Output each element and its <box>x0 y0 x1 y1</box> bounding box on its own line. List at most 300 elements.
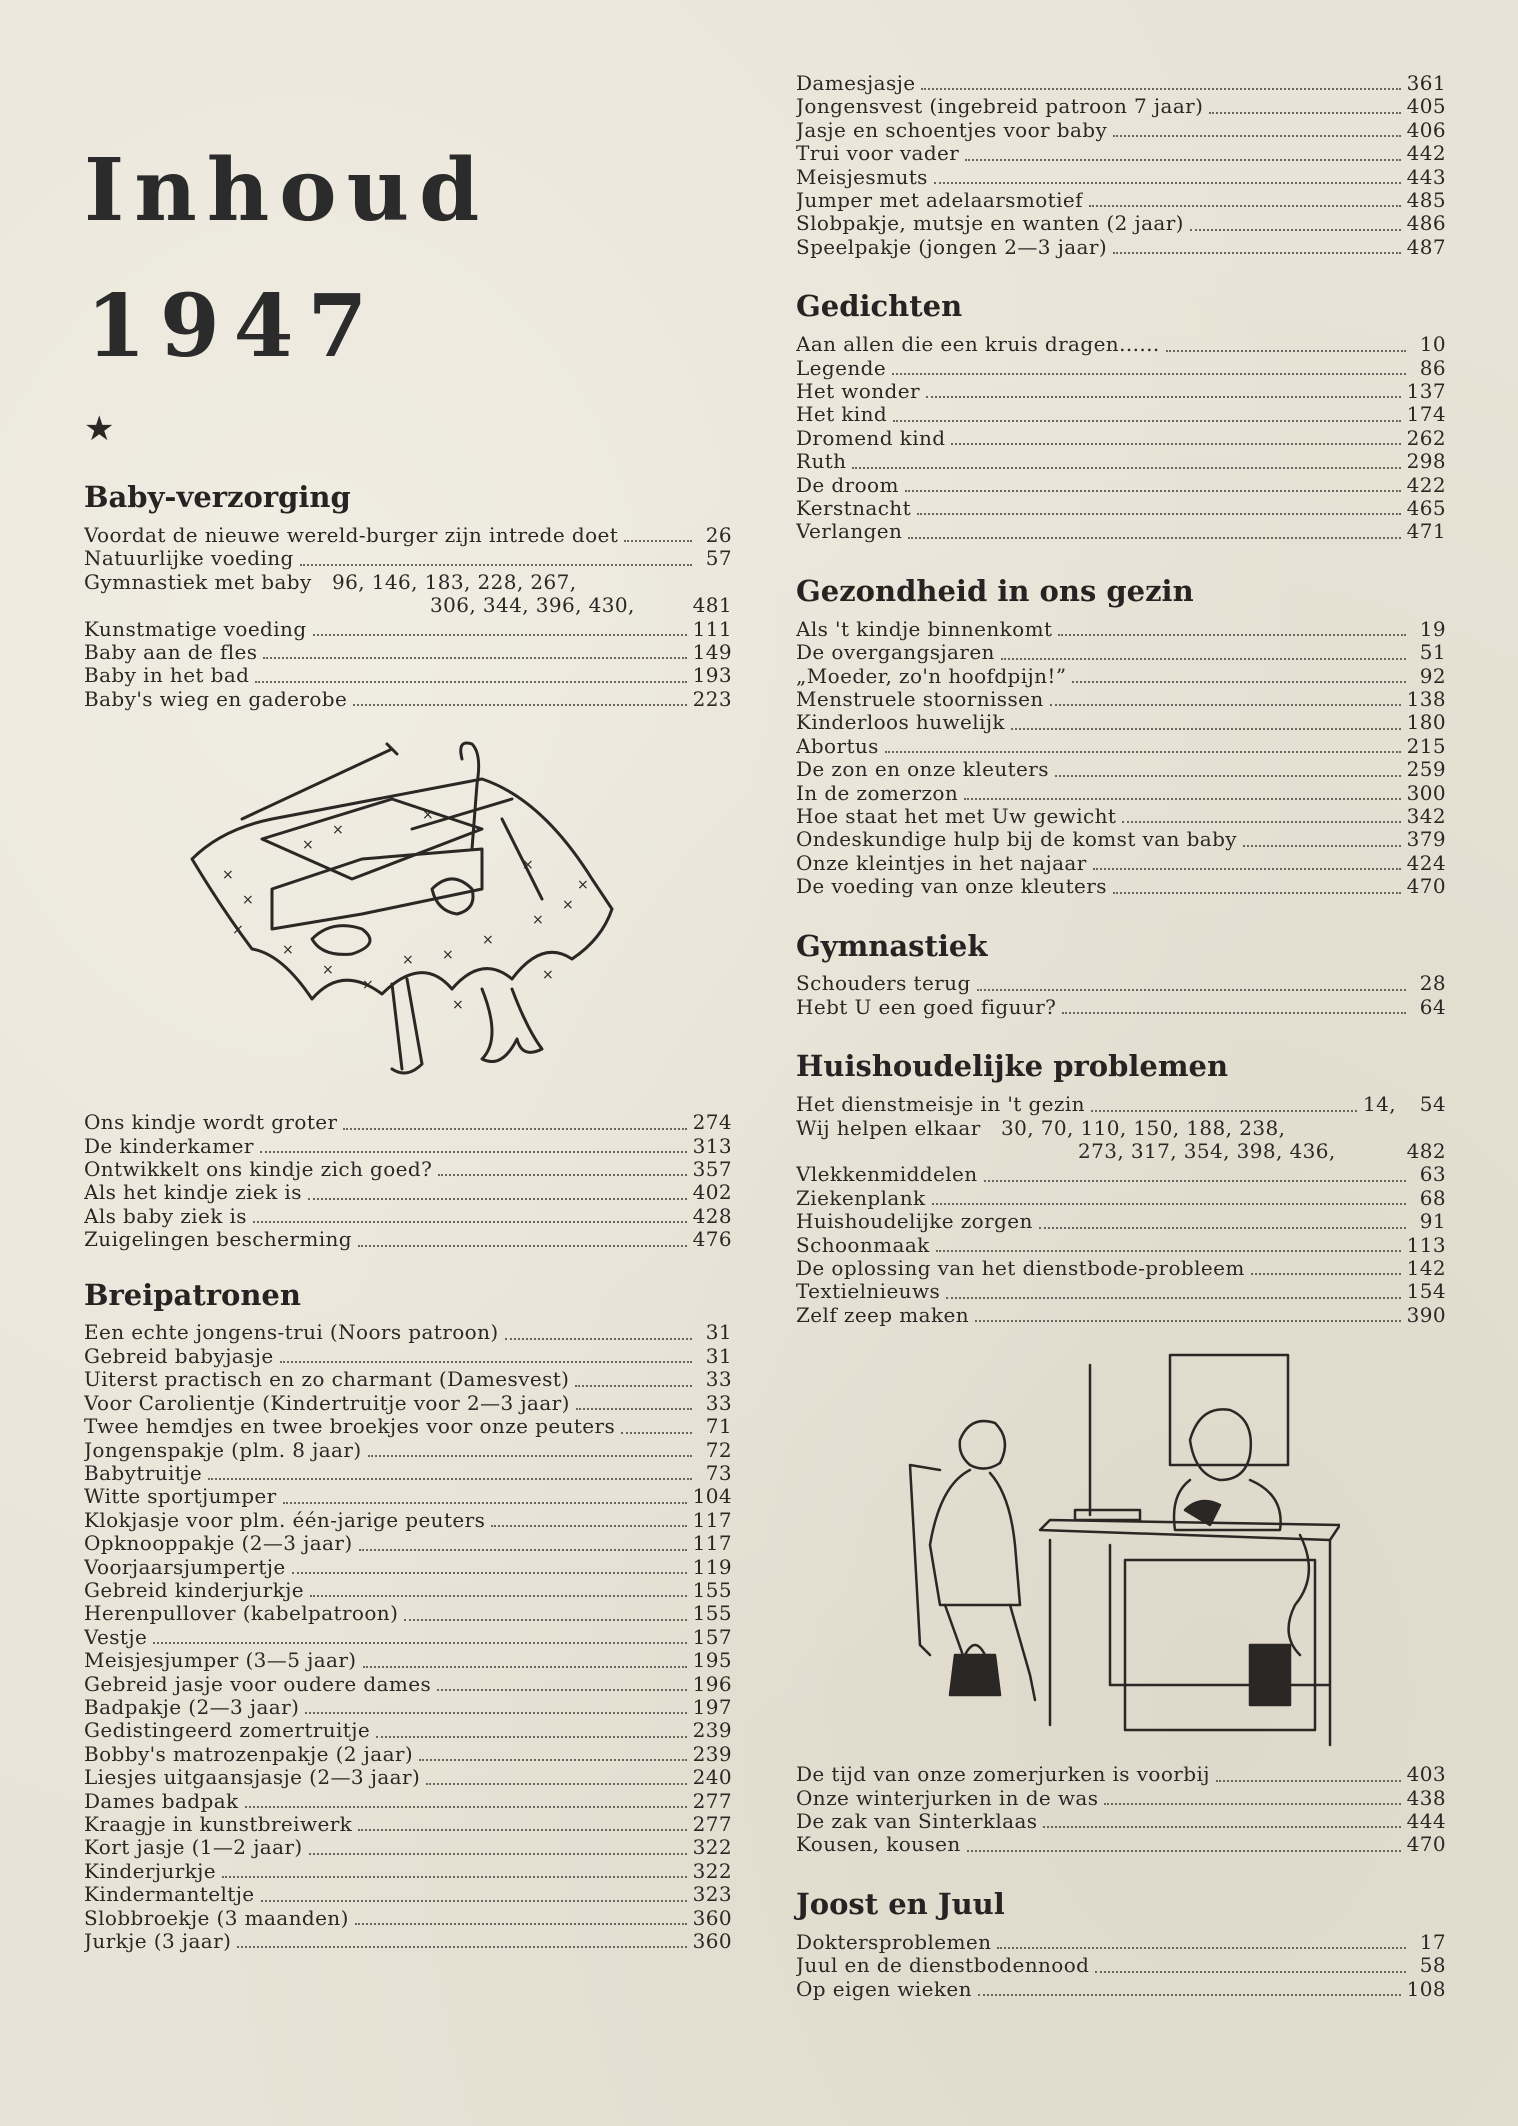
toc-list-gedichten <box>796 333 1446 544</box>
toc-entry-jurkje-3-jaar[interactable] <box>84 1930 732 1953</box>
toc-page-number: 138 <box>1406 686 1446 711</box>
section-title-breipatronen: Breipatronen <box>84 1277 301 1312</box>
volume-year: 1947 <box>86 276 382 377</box>
leader-dots <box>1113 135 1400 137</box>
leader-dots <box>852 467 1400 469</box>
toc-list-huishoud-after <box>796 1763 1446 1857</box>
toc-list-breipatronen-continued <box>796 72 1446 259</box>
svg-text:×: × <box>452 997 464 1014</box>
toc-entry-de-zon-en-onze-kleuters[interactable] <box>796 758 1446 781</box>
toc-entry-title: Slobbroekje (3 maanden) <box>84 1906 349 1930</box>
leader-dots <box>305 1712 686 1714</box>
toc-page-number: 485 <box>1406 188 1446 213</box>
toc-entry-herenpullover-kabelpatroon[interactable] <box>84 1602 732 1625</box>
toc-page-number: 360 <box>692 1929 732 1954</box>
toc-entry-title: Baby in het bad <box>84 664 250 688</box>
toc-page-number: 487 <box>1406 234 1446 259</box>
toc-entry-title: Gebreid jasje voor oudere dames <box>84 1672 432 1696</box>
toc-entry-baby-aan-de-fles[interactable] <box>84 641 732 664</box>
toc-entry-onze-winterjurken-in-de-was[interactable] <box>796 1787 1446 1810</box>
toc-page-number: 259 <box>1406 757 1446 782</box>
toc-entry-title: Het wonder <box>796 379 920 403</box>
svg-text:×: × <box>362 977 374 994</box>
toc-entry-title: Vestje <box>84 1625 148 1649</box>
toc-page-number: 71 <box>705 1414 732 1439</box>
toc-entry-speelpakje-jongen-2-3-jaar[interactable] <box>796 236 1446 259</box>
toc-page-number: 300 <box>1406 780 1446 805</box>
toc-entry-in-de-zomerzon[interactable] <box>796 782 1446 805</box>
toc-page-number: 298 <box>1406 449 1446 474</box>
leader-dots <box>917 513 1401 515</box>
toc-entry-schoonmaak[interactable] <box>796 1234 1446 1257</box>
toc-entry-uiterst-practisch-en-zo-charmant-damesve[interactable] <box>84 1368 732 1391</box>
toc-entry-title: Ruth <box>796 450 847 474</box>
toc-entry-voordat-de-nieuwe-wereld-burger-zijn-int[interactable] <box>84 524 732 547</box>
toc-entry-title: Ontwikkelt ons kindje zich goed? <box>84 1157 433 1181</box>
svg-text:×: × <box>422 807 434 824</box>
toc-page-number: 424 <box>1406 850 1446 875</box>
toc-page-number: 438 <box>1406 1785 1446 1810</box>
leader-dots <box>1011 728 1401 730</box>
leader-dots <box>208 1478 692 1480</box>
leader-dots <box>368 1455 692 1457</box>
toc-entry-title: De tijd van onze zomerjurken is voorbij <box>796 1763 1210 1787</box>
toc-entry-title: Baby's wieg en gaderobe <box>84 687 348 711</box>
svg-text:×: × <box>542 967 554 984</box>
toc-page-number: 471 <box>1406 519 1446 544</box>
leader-dots <box>260 1151 687 1153</box>
toc-page-number: 92 <box>1419 663 1446 688</box>
toc-entry-title: Bobby's matrozenpakje (2 jaar) <box>84 1742 414 1766</box>
toc-entry-title: Uiterst practisch en zo charmant (Damesvest) <box>84 1368 570 1392</box>
office-interview-illustration <box>900 1345 1340 1755</box>
toc-page-number: 443 <box>1406 164 1446 189</box>
toc-entry-title: Kindermanteltje <box>84 1883 255 1907</box>
leader-dots <box>343 1128 686 1130</box>
toc-entry-vestje[interactable] <box>84 1626 732 1649</box>
section-title-joost-en-juul: Joost en Juul <box>796 1886 1005 1921</box>
leader-dots <box>292 1572 687 1574</box>
toc-entry-kousen-kousen[interactable] <box>796 1833 1446 1856</box>
leader-dots <box>237 1946 686 1948</box>
toc-entry-twee-hemdjes-en-twee-broekjes-voor-onze-[interactable] <box>84 1415 732 1438</box>
toc-entry-de-droom[interactable] <box>796 474 1446 497</box>
toc-page-number: 113 <box>1406 1232 1446 1257</box>
toc-entry-title: Natuurlijke voeding <box>84 547 294 571</box>
toc-page-number: 57 <box>705 546 732 571</box>
toc-entry-title: „Moeder, zo'n hoofdpijn!” <box>796 664 1067 688</box>
toc-page-number: 108 <box>1406 1976 1446 2001</box>
leader-dots <box>975 1320 1401 1322</box>
toc-entry-wij-helpen-elkaar[interactable] <box>796 1117 1446 1164</box>
toc-entry-title: Voordat de nieuwe wereld-burger zijn intrede doet <box>84 523 619 547</box>
toc-entry-title: Kunstmatige voeding <box>84 617 307 641</box>
toc-entry-ziekenplank[interactable] <box>796 1187 1446 1210</box>
toc-page-number: 195 <box>692 1648 732 1673</box>
toc-entry-title: Slobpakje, mutsje en wanten (2 jaar) <box>796 212 1184 236</box>
svg-text:×: × <box>402 952 414 969</box>
toc-entry-trui-voor-vader[interactable] <box>796 142 1446 165</box>
toc-entry-title: Schoonmaak <box>796 1233 930 1257</box>
leader-dots <box>1058 634 1406 636</box>
toc-page-number: 174 <box>1406 402 1446 427</box>
toc-entry-ondeskundige-hulp-bij-de-komst-van-baby[interactable] <box>796 828 1446 851</box>
leader-dots <box>1062 1012 1406 1014</box>
svg-text:×: × <box>332 822 344 839</box>
toc-page-number: 58 <box>1419 1953 1446 1978</box>
toc-entry-kunstmatige-voeding[interactable] <box>84 618 732 641</box>
toc-entry-title: Kinderloos huwelijk <box>796 711 1005 735</box>
svg-text:×: × <box>442 947 454 964</box>
toc-entry-title: Babytruitje <box>84 1461 203 1485</box>
toc-entry-title: Meisjesmuts <box>796 165 928 189</box>
toc-page-number: 155 <box>692 1601 732 1626</box>
leader-dots <box>905 490 1401 492</box>
leader-dots <box>310 1595 687 1597</box>
toc-page-number: 193 <box>692 663 732 688</box>
toc-list-breipatronen <box>84 1321 732 1953</box>
leader-dots <box>1072 681 1406 683</box>
toc-entry-voorjaarsjumpertje[interactable] <box>84 1556 732 1579</box>
leader-dots <box>1055 775 1401 777</box>
toc-page-number: 360 <box>692 1905 732 1930</box>
leader-dots <box>1104 1803 1400 1805</box>
leader-dots <box>313 634 687 636</box>
toc-list-huishoud <box>796 1163 1446 1327</box>
toc-entry-kort-jasje-1-2-jaar[interactable] <box>84 1836 732 1859</box>
toc-page-number: 486 <box>1406 211 1446 236</box>
toc-page-number: 104 <box>692 1484 732 1509</box>
toc-entry-dromend-kind[interactable] <box>796 427 1446 450</box>
toc-entry-bobby-s-matrozenpakje-2-jaar[interactable] <box>84 1743 732 1766</box>
toc-page-number: 26 <box>705 522 732 547</box>
toc-entry-het-wonder[interactable] <box>796 380 1446 403</box>
leader-dots <box>438 1174 686 1176</box>
toc-page-number: 476 <box>692 1227 732 1252</box>
toc-page-number: 470 <box>1406 1832 1446 1857</box>
toc-page-number: 10 <box>1419 332 1446 357</box>
leader-dots <box>1190 229 1401 231</box>
leader-dots <box>359 1549 687 1551</box>
toc-page-number: 19 <box>1419 616 1446 641</box>
toc-entry-title: Jumper met adelaarsmotief <box>796 189 1083 213</box>
toc-entry-title: De droom <box>796 473 899 497</box>
toc-page-number: 91 <box>1419 1209 1446 1234</box>
toc-entry-damesjasje[interactable] <box>796 72 1446 95</box>
leader-dots <box>222 1876 687 1878</box>
toc-entry-title: Legende <box>796 356 887 380</box>
toc-entry-de-oplossing-van-het-dienstbode-probleem[interactable] <box>796 1257 1446 1280</box>
toc-entry-meisjesmuts[interactable] <box>796 166 1446 189</box>
toc-page-number: 379 <box>1406 827 1446 852</box>
toc-entry-witte-sportjumper[interactable] <box>84 1485 732 1508</box>
toc-page-number: 223 <box>692 686 732 711</box>
crib-illustration <box>182 739 632 1099</box>
toc-entry-meisjesjumper-3-5-jaar[interactable] <box>84 1649 732 1672</box>
toc-entry-kinderjurkje[interactable] <box>84 1860 732 1883</box>
toc-page-number: 444 <box>1406 1809 1446 1834</box>
toc-entry-dames-badpak[interactable] <box>84 1790 732 1813</box>
toc-page-number: 277 <box>692 1812 732 1836</box>
toc-entry-title: Liesjes uitgaansjasje (2—3 jaar) <box>84 1766 421 1790</box>
toc-entry-textielnieuws[interactable] <box>796 1280 1446 1303</box>
svg-text:×: × <box>522 857 534 874</box>
toc-entry-ruth[interactable] <box>796 450 1446 473</box>
toc-entry-title: Onze kleintjes in het najaar <box>796 851 1087 875</box>
toc-entry-title: Juul en de dienstbodennood <box>796 1954 1090 1978</box>
toc-entry-title: Baby aan de fles <box>84 640 258 664</box>
toc-entry-hoe-staat-het-met-uw-gewicht[interactable] <box>796 805 1446 828</box>
toc-entry-legende[interactable] <box>796 357 1446 380</box>
toc-entry-title: Meisjesjumper (3—5 jaar) <box>84 1649 357 1673</box>
toc-entry-title: Aan allen die een kruis dragen...... <box>796 333 1160 357</box>
toc-page-number: 68 <box>1419 1185 1446 1210</box>
toc-entry-de-kinderkamer[interactable] <box>84 1135 732 1158</box>
toc-entry-title: Dromend kind <box>796 426 946 450</box>
leader-dots <box>1089 205 1401 207</box>
star-ornament-icon: ★ <box>84 409 115 449</box>
leader-dots <box>984 1180 1406 1182</box>
page-title: Inhoud <box>84 140 490 241</box>
toc-entry-aan-allen-die-een-kruis-dragen[interactable] <box>796 333 1446 356</box>
toc-entry-ons-kindje-wordt-groter[interactable] <box>84 1111 732 1134</box>
toc-entry-title: Gedistingeerd zomertruitje <box>84 1719 371 1743</box>
toc-page-number: 406 <box>1406 117 1446 142</box>
toc-entry-title: Hoe staat het met Uw gewicht <box>796 804 1117 828</box>
toc-page-number: 239 <box>692 1741 732 1766</box>
toc-entry-slobbroekje-3-maanden[interactable] <box>84 1907 732 1930</box>
leader-dots <box>363 1666 687 1668</box>
toc-page-number: 111 <box>692 616 732 641</box>
toc-entry-title: De zak van Sinterklaas <box>796 1810 1038 1834</box>
leader-dots <box>419 1759 687 1761</box>
toc-entry-menstruele-stoornissen[interactable] <box>796 688 1446 711</box>
svg-text:×: × <box>222 867 234 884</box>
toc-entry-opknooppakje-2-3-jaar[interactable] <box>84 1532 732 1555</box>
toc-entry-de-zak-van-sinterklaas[interactable] <box>796 1810 1446 1833</box>
svg-text:×: × <box>242 892 254 909</box>
leader-dots <box>1113 252 1401 254</box>
toc-entry-ontwikkelt-ons-kindje-zich-goed[interactable] <box>84 1158 732 1181</box>
toc-entry-title: Gebreid kinderjurkje <box>84 1578 304 1602</box>
toc-entry-juul-en-de-dienstbodennood[interactable] <box>796 1954 1446 1977</box>
svg-text:×: × <box>562 897 574 914</box>
leader-dots <box>934 182 1401 184</box>
section-title-gezondheid: Gezondheid in ons gezin <box>796 573 1194 608</box>
toc-entry-als-het-kindje-ziek-is[interactable] <box>84 1181 732 1204</box>
leader-dots <box>965 159 1400 161</box>
toc-entry-title: Een echte jongens-trui (Noors patroon) <box>84 1321 499 1345</box>
leader-dots <box>1251 1273 1401 1275</box>
toc-entry-title: Witte sportjumper <box>84 1485 277 1509</box>
toc-entry-liesjes-uitgaansjasje-2-3-jaar[interactable] <box>84 1766 732 1789</box>
toc-entry-gedistingeerd-zomertruitje[interactable] <box>84 1719 732 1742</box>
toc-entry-title: Voorjaarsjumpertje <box>84 1555 286 1579</box>
leader-dots <box>575 1385 692 1387</box>
toc-entry-title: Kerstnacht <box>796 496 912 520</box>
toc-entry-zuigelingen-bescherming[interactable] <box>84 1228 732 1251</box>
leader-dots <box>932 1203 1407 1205</box>
leader-dots <box>355 1923 687 1925</box>
toc-page-number: 403 <box>1406 1762 1446 1787</box>
leader-dots <box>309 1853 687 1855</box>
toc-page-number: 239 <box>692 1718 732 1743</box>
toc-entry-jongenspakje-plm-8-jaar[interactable] <box>84 1439 732 1462</box>
toc-entry-title: Op eigen wieken <box>796 1977 972 2001</box>
toc-entry-title: Vlekkenmiddelen <box>796 1163 978 1187</box>
leader-dots <box>358 1829 686 1831</box>
toc-entry-klokjasje-voor-plm-een-jarige-peuters[interactable] <box>84 1509 732 1532</box>
toc-entry-title: Hebt U een goed figuur? <box>796 995 1057 1019</box>
toc-entry-een-echte-jongens-trui-noors-patroon[interactable] <box>84 1321 732 1344</box>
right-column <box>796 72 1446 2001</box>
leader-dots <box>426 1783 686 1785</box>
toc-page-number: 196 <box>692 1671 732 1696</box>
toc-entry-dienstmeisje[interactable] <box>796 1093 1446 1116</box>
toc-page-number: 154 <box>1406 1279 1446 1304</box>
toc-page-number: 137 <box>1406 378 1446 403</box>
toc-entry-hebt-u-een-goed-figuur[interactable] <box>796 996 1446 1019</box>
leader-dots <box>977 989 1406 991</box>
toc-entry-gebreid-kinderjurkje[interactable] <box>84 1579 732 1602</box>
toc-entry-title: Trui voor vader <box>796 142 960 166</box>
toc-page-number: 277 <box>692 1788 732 1813</box>
toc-list-baby-b <box>84 618 732 712</box>
leader-dots <box>245 1806 687 1808</box>
toc-entry-de-voeding-van-onze-kleuters[interactable] <box>796 875 1446 898</box>
toc-entry-gebreid-babyjasje[interactable] <box>84 1345 732 1368</box>
leader-dots <box>1050 704 1401 706</box>
toc-entry-onze-kleintjes-in-het-najaar[interactable] <box>796 852 1446 875</box>
toc-entry-als-baby-ziek-is[interactable] <box>84 1205 732 1228</box>
toc-entry-title: Textielnieuws <box>796 1280 941 1304</box>
leader-dots <box>951 443 1400 445</box>
toc-entry-baby-in-het-bad[interactable] <box>84 664 732 687</box>
leader-dots <box>946 1297 1400 1299</box>
toc-page-number: 197 <box>692 1694 732 1719</box>
toc-entry-title: Kinderjurkje <box>84 1859 217 1883</box>
toc-entry-de-overgangsjaren[interactable] <box>796 641 1446 664</box>
section-title-huishoudelijke-problemen: Huishoudelijke problemen <box>796 1049 1229 1084</box>
toc-entry-title: Kousen, kousen <box>796 1833 961 1857</box>
toc-entry-jongensvest-ingebreid-patroon-7-jaar[interactable] <box>796 95 1446 118</box>
toc-entry-kinderloos-huwelijk[interactable] <box>796 711 1446 734</box>
leader-dots <box>926 396 1401 398</box>
toc-entry-title: Verlangen <box>796 520 903 544</box>
toc-entry-gymnastiek-met-baby[interactable] <box>84 571 732 618</box>
toc-page-number: 215 <box>1406 733 1446 758</box>
toc-entry-vlekkenmiddelen[interactable] <box>796 1163 1446 1186</box>
toc-entry-gebreid-jasje-voor-oudere-dames[interactable] <box>84 1673 732 1696</box>
toc-page-number: 442 <box>1406 141 1446 166</box>
toc-page-number: 64 <box>1419 994 1446 1019</box>
toc-entry-kerstnacht[interactable] <box>796 497 1446 520</box>
toc-entry-title: Voor Carolientje (Kindertruitje voor 2—3 jaar) <box>84 1391 570 1415</box>
toc-page-number: 323 <box>692 1882 732 1907</box>
toc-entry-zelf-zeep-maken[interactable] <box>796 1304 1446 1327</box>
toc-list-baby-c <box>84 1111 732 1251</box>
leader-dots <box>1091 1110 1357 1112</box>
leader-dots <box>263 657 686 659</box>
toc-page-number: 262 <box>1406 425 1446 450</box>
toc-entry-moeder-zo-n-hoofdpijn[interactable] <box>796 665 1446 688</box>
leader-dots <box>964 798 1400 800</box>
toc-page-number: 28 <box>1419 971 1446 996</box>
leader-dots <box>978 1994 1401 1996</box>
toc-entry-jasje-en-schoentjes-voor-baby[interactable] <box>796 119 1446 142</box>
toc-entry-als-t-kindje-binnenkomt[interactable] <box>796 618 1446 641</box>
leader-dots <box>153 1642 686 1644</box>
toc-entry-title: Gymnastiek met baby <box>84 569 312 594</box>
toc-entry-kraagje-in-kunstbreiwerk[interactable] <box>84 1813 732 1836</box>
leader-dots <box>997 1947 1406 1949</box>
toc-page-number: 86 <box>1419 355 1446 380</box>
toc-page-number: 119 <box>692 1554 732 1579</box>
toc-entry-huishoudelijke-zorgen[interactable] <box>796 1210 1446 1233</box>
leader-dots <box>404 1619 686 1621</box>
toc-entry-title: Zuigelingen bescherming <box>84 1228 352 1252</box>
toc-entry-het-kind[interactable] <box>796 403 1446 426</box>
toc-entry-kindermanteltje[interactable] <box>84 1883 732 1906</box>
leader-dots <box>967 1850 1401 1852</box>
toc-page-number: 240 <box>692 1765 732 1790</box>
toc-entry-natuurlijke-voeding[interactable] <box>84 547 732 570</box>
leader-dots <box>437 1689 686 1691</box>
leader-dots <box>885 751 1401 753</box>
leader-dots <box>1095 1971 1406 1973</box>
toc-page-number: 322 <box>692 1835 732 1860</box>
toc-entry-op-eigen-wieken[interactable] <box>796 1978 1446 2001</box>
svg-text:×: × <box>322 962 334 979</box>
toc-entry-baby-s-wieg-en-gaderobe[interactable] <box>84 688 732 711</box>
toc-entry-badpakje-2-3-jaar[interactable] <box>84 1696 732 1719</box>
leader-dots <box>491 1525 686 1527</box>
toc-entry-slobpakje-mutsje-en-wanten-2-jaar[interactable] <box>796 212 1446 235</box>
toc-page-number: 482 <box>1406 1138 1446 1163</box>
toc-entry-babytruitje[interactable] <box>84 1462 732 1485</box>
left-column <box>84 60 732 1953</box>
toc-entry-title: De overgangsjaren <box>796 641 995 665</box>
toc-entry-title: Het kind <box>796 403 888 427</box>
toc-entry-title: Als 't kindje binnenkomt <box>796 617 1053 641</box>
toc-entry-title: Menstruele stoornissen <box>796 687 1044 711</box>
leader-dots <box>921 88 1400 90</box>
toc-entry-abortus[interactable] <box>796 735 1446 758</box>
toc-entry-de-tijd-van-onze-zomerjurken-is-voorbij[interactable] <box>796 1763 1446 1786</box>
toc-page-number: 117 <box>692 1531 732 1556</box>
toc-entry-title: Wij helpen elkaar <box>796 1115 981 1140</box>
svg-text:×: × <box>282 942 294 959</box>
toc-page-number: 33 <box>705 1367 732 1392</box>
toc-entry-voor-carolientje-kindertruitje-voor-2-3-[interactable] <box>84 1392 732 1415</box>
leader-dots <box>576 1408 692 1410</box>
leader-dots <box>1039 1227 1406 1229</box>
section-title-baby: Baby-verzorging <box>84 480 351 514</box>
toc-entry-jumper-met-adelaarsmotief[interactable] <box>796 189 1446 212</box>
toc-entry-schouders-terug[interactable] <box>796 972 1446 995</box>
toc-list-baby-a <box>84 524 732 571</box>
toc-page-number: 274 <box>692 1110 732 1135</box>
toc-list-joost-en-juul <box>796 1931 1446 2001</box>
toc-entry-doktersproblemen[interactable] <box>796 1931 1446 1954</box>
leader-dots <box>1043 1826 1400 1828</box>
leader-dots <box>908 537 1400 539</box>
toc-page-number: 313 <box>692 1133 732 1158</box>
toc-page-number: 402 <box>692 1180 732 1205</box>
toc-page-number: 470 <box>1406 874 1446 899</box>
toc-entry-verlangen[interactable] <box>796 520 1446 543</box>
toc-page-number: 180 <box>1406 710 1446 735</box>
